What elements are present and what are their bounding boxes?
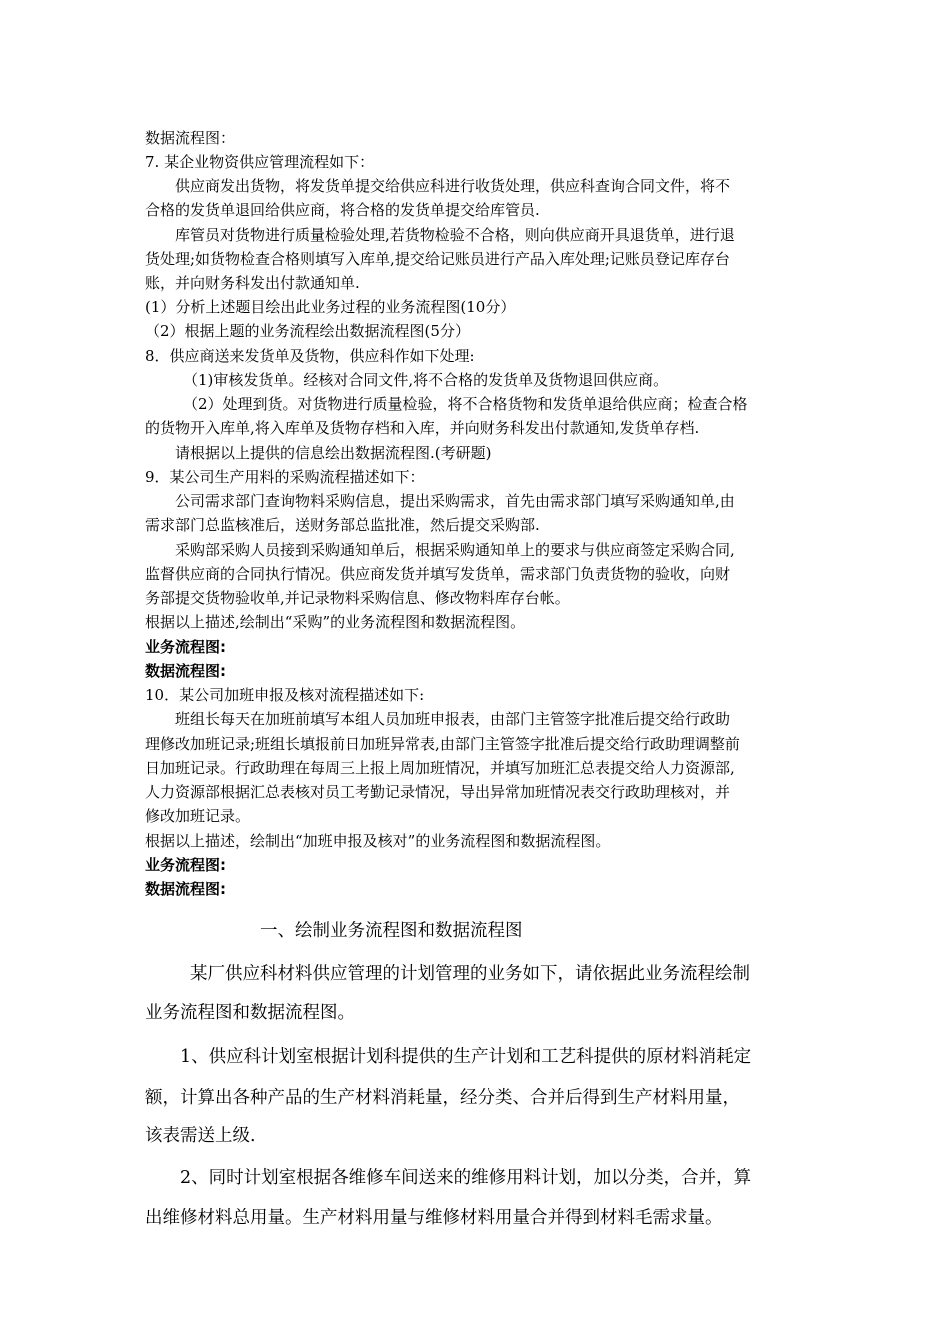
paragraph-line: 理修改加班记录;班组长填报前日加班异常表,由部门主管签字批准后提交给行政助理调整前 [145,735,740,753]
paragraph-line: 合格的发货单退回给供应商，将合格的发货单提交给库管员. [145,201,540,219]
heading-business-flow: 业务流程图: [145,856,226,874]
paragraph-line: 人力资源部根据汇总表核对员工考勤记录情况，导出异常加班情况表交行政助理核对，并 [145,783,731,801]
paragraph-line: 根据以上描述，绘制出“加班申报及核对”的业务流程图和数据流程图。 [145,832,611,850]
paragraph-line: 需求部门总监核准后，送财务部总监批准，然后提交采购部. [145,516,540,534]
question-8-title: 8．供应商送来发货单及货物，供应科作如下处理: [145,347,475,365]
paragraph-line: 供应商发出货物，将发货单提交给供应科进行收货处理，供应科查询合同文件，将不 [175,177,731,195]
paragraph-line: 1、供应科计划室根据计划科提供的生产计划和工艺科提供的原材料消耗定 [180,1047,752,1067]
sub-question: (1）分析上述题目绘出此业务过程的业务流程图(10分） [145,298,516,316]
paragraph-line: 额，计算出各种产品的生产材料消耗量，经分类、合并后得到生产材料用量， [145,1088,740,1108]
paragraph-line: 修改加班记录。 [145,807,251,825]
heading-data-flow: 数据流程图: [145,662,226,680]
paragraph-line: 根据以上描述,绘制出“采购”的业务流程图和数据流程图。 [145,613,526,631]
paragraph-line: 该表需送上级. [145,1126,256,1146]
paragraph-line: 采购部采购人员接到采购通知单后，根据采购通知单上的要求与供应商签定采购合同, [175,541,735,559]
paragraph-line: 出维修材料总用量。生产材料用量与维修材料用量合并得到材料毛需求量。 [145,1208,723,1228]
paragraph-line: 2、同时计划室根据各维修车间送来的维修用料计划，加以分类，合并，算 [180,1168,752,1188]
paragraph-line: 公司需求部门查询物料采购信息，提出采购需求，首先由需求部门填写采购通知单,由 [175,492,735,510]
question-10-title: 10．某公司加班申报及核对流程描述如下: [145,686,425,704]
heading-data-flow: 数据流程图： [145,129,236,147]
paragraph-line: （1)审核发货单。经核对合同文件,将不合格的发货单及货物退回供应商。 [183,371,669,389]
paragraph-line: 某厂供应科材料供应管理的计划管理的业务如下，请依据此业务流程绘制 [190,964,750,984]
section-title: 一、绘制业务流程图和数据流程图 [260,921,523,941]
heading-data-flow: 数据流程图: [145,880,226,898]
paragraph-line: 的货物开入库单,将入库单及货物存档和入库，并向财务科发出付款通知,发货单存档. [145,419,700,437]
paragraph-line: 务部提交货物验收单,并记录物料采购信息、修改物料库存台帐。 [145,589,570,607]
paragraph-line: 班组长每天在加班前填写本组人员加班申报表，由部门主管签字批准后提交给行政助 [175,710,731,728]
question-9-title: 9．某公司生产用料的采购流程描述如下： [145,468,425,486]
paragraph-line: （2）处理到货。对货物进行质量检验，将不合格货物和发货单退给供应商；检查合格 [183,395,748,413]
sub-question: （2）根据上题的业务流程绘出数据流程图(5分） [145,322,470,340]
question-7-title: 7. 某企业物资供应管理流程如下： [145,153,375,171]
paragraph-line: 业务流程图和数据流程图。 [145,1003,355,1023]
paragraph-line: 库管员对货物进行质量检验处理,若货物检验不合格，则向供应商开具退货单，进行退 [175,226,735,244]
paragraph-line: 货处理;如货物检查合格则填写入库单,提交给记账员进行产品入库处理;记账员登记库存台 [145,250,730,268]
heading-business-flow: 业务流程图: [145,638,226,656]
paragraph-line: 请根据以上提供的信息绘出数据流程图.(考研题) [175,444,492,462]
paragraph-line: 账，并向财务科发出付款通知单. [145,274,360,292]
paragraph-line: 日加班记录。行政助理在每周三上报上周加班情况，并填写加班汇总表提交给人力资源部, [145,759,735,777]
paragraph-line: 监督供应商的合同执行情况。供应商发货并填写发货单，需求部门负责货物的验收，向财 [145,565,731,583]
